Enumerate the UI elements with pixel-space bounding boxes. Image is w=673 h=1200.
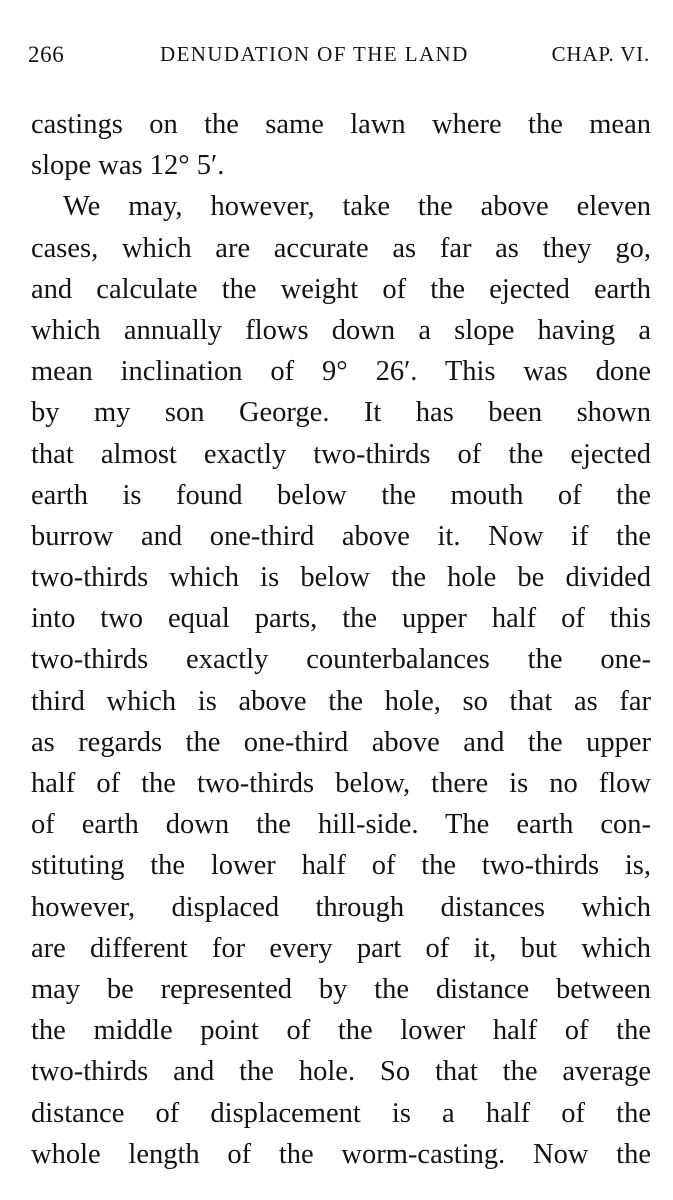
text-line: and calculate the weight of the ejected earth — [31, 273, 651, 305]
text-line: earth is found below the mouth of the — [31, 479, 651, 511]
text-line: two-thirds exactly counterbalances the one- — [31, 644, 651, 676]
text-line: which annually flows down a slope having a — [31, 314, 651, 346]
text-line: burrow and one-third above it. Now if the — [31, 520, 651, 552]
text-line: however, displaced through distances which — [31, 891, 651, 923]
chapter-label: CHAP. VI. — [551, 42, 650, 66]
text-line: may be represented by the distance between — [31, 973, 651, 1005]
text-line: slope was 12° 5′. — [31, 150, 225, 182]
text-line: are different for every part of it, but which — [31, 932, 651, 964]
text-line: cases, which are accurate as far as they go, — [31, 232, 651, 264]
text-line: half of the two-thirds below, there is no flow — [31, 768, 651, 799]
text-line: third which is above the hole, so that as far — [31, 685, 651, 717]
text-line: into two equal parts, the upper half of this — [31, 603, 651, 635]
text-line: of earth down the hill-side. The earth con- — [31, 809, 651, 841]
text-line: by my son George. It has been shown — [31, 397, 651, 429]
text-line: whole length of the worm-casting. Now the — [31, 1138, 651, 1170]
text-line: distance of displacement is a half of the — [31, 1097, 651, 1129]
body-text — [31, 104, 651, 1175]
page-number: 266 — [28, 42, 65, 67]
text-line: mean inclination of 9° 26′. This was done — [31, 356, 651, 388]
text-line: the middle point of the lower half of the — [31, 1015, 651, 1047]
text-line: We may, however, take the above eleven — [63, 191, 651, 223]
running-head — [28, 42, 650, 76]
running-title: DENUDATION OF THE LAND — [160, 42, 469, 66]
text-line: castings on the same lawn where the mean — [31, 109, 651, 140]
text-line: two-thirds and the hole. So that the average — [31, 1056, 651, 1088]
text-line: that almost exactly two-thirds of the ejected — [31, 438, 651, 470]
text-line: as regards the one-third above and the upper — [31, 726, 651, 758]
text-line: stituting the lower half of the two-thirds is, — [31, 850, 651, 882]
text-line: two-thirds which is below the hole be divided — [31, 562, 651, 594]
